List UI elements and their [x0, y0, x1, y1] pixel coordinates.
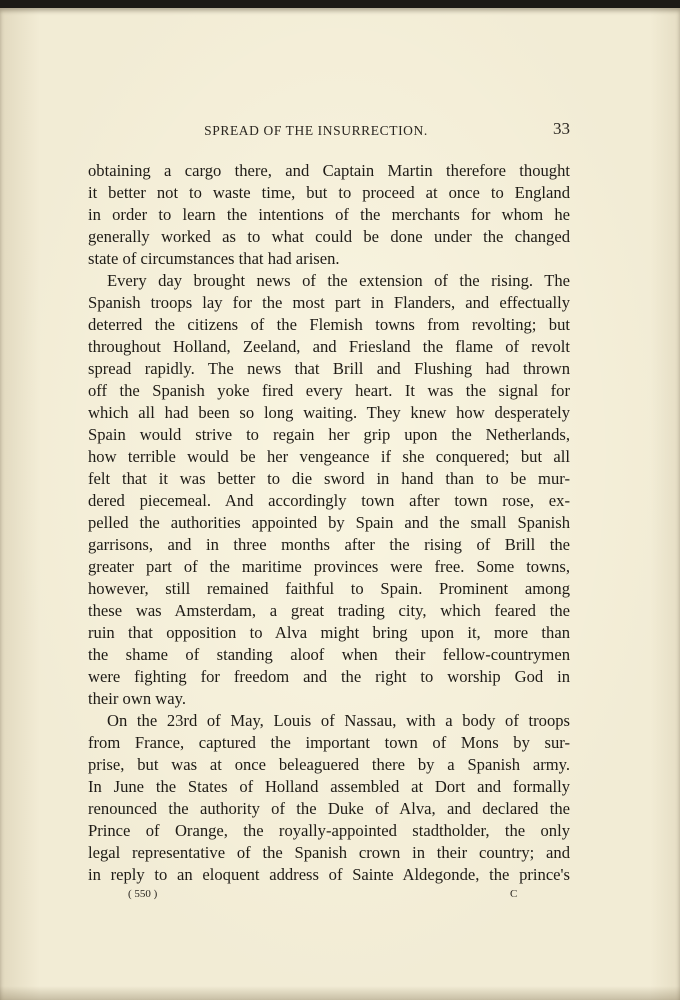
text-line: Every day brought news of the extension of the rising. The	[107, 271, 570, 290]
text-line: these was Amsterdam, a great trading city, which feared the	[88, 601, 570, 620]
text-line: garrisons, and in three months after the rising of Brill the	[88, 535, 570, 554]
text-line: Prince of Orange, the royally-appointed stadtholder, the only	[88, 821, 570, 840]
text-line: renounced the authority of the Duke of Alva, and declared the	[88, 799, 570, 818]
book-page	[0, 8, 680, 1000]
text-line: Spain would strive to regain her grip upon the Netherlands,	[88, 425, 570, 444]
page-footer	[88, 888, 570, 906]
text-line: were fighting for freedom and the right to worship God in	[88, 667, 570, 686]
text-line: in order to learn the intentions of the merchants for whom he	[88, 205, 570, 224]
text-line: spread rapidly. The news that Brill and Flushing had thrown	[88, 359, 570, 378]
text-line: it better not to waste time, but to proceed at once to England	[88, 183, 570, 202]
page-header	[88, 119, 570, 143]
running-head: SPREAD OF THE INSURRECTION.	[204, 123, 428, 138]
text-line: their own way.	[88, 689, 186, 708]
text-line: however, still remained faithful to Spain. Prominent among	[88, 579, 570, 598]
text-line: throughout Holland, Zeeland, and Friesland the flame of revolt	[88, 337, 570, 356]
text-line: which all had been so long waiting. They knew how desperately	[88, 403, 570, 422]
gathering-letter: C	[510, 888, 518, 900]
text-line: from France, captured the important town of Mons by sur-	[88, 733, 570, 752]
text-line: in reply to an eloquent address of Sainte Aldegonde, the prince's	[88, 865, 570, 884]
text-line: In June the States of Holland assembled at Dort and formally	[88, 777, 570, 796]
text-line: the shame of standing aloof when their fellow-countrymen	[88, 645, 570, 664]
text-line: dered piecemeal. And accordingly town after town rose, ex-	[88, 491, 570, 510]
paragraph	[88, 270, 570, 710]
text-line: greater part of the maritime provinces were free. Some towns,	[88, 557, 570, 576]
text-line: off the Spanish yoke fired every heart. It was the signal for	[88, 381, 570, 400]
text-line: deterred the citizens of the Flemish towns from revolting; but	[88, 315, 570, 334]
text-line: ruin that opposition to Alva might bring upon it, more than	[88, 623, 570, 642]
paragraph	[88, 710, 570, 886]
text-line: state of circumstances that had arisen.	[88, 249, 340, 268]
text-line: pelled the authorities appointed by Spain and the small Spanish	[88, 513, 570, 532]
text-line: how terrible would be her vengeance if she conquered; but all	[88, 447, 570, 466]
signature-mark: ( 550 )	[128, 888, 158, 900]
text-line: obtaining a cargo there, and Captain Martin therefore thought	[88, 161, 570, 180]
paragraph	[88, 160, 570, 270]
text-line: legal representative of the Spanish crown in their country; and	[88, 843, 570, 862]
text-line: felt that it was better to die sword in hand than to be mur-	[88, 469, 570, 488]
text-line: generally worked as to what could be done under the changed	[88, 227, 570, 246]
text-line: prise, but was at once beleaguered there by a Spanish army.	[88, 755, 570, 774]
page-edge-shadow	[0, 986, 680, 1000]
page-number: 33	[553, 119, 570, 138]
body-text	[88, 160, 570, 886]
text-line: On the 23rd of May, Louis of Nassau, with a body of troops	[107, 711, 570, 730]
text-line: Spanish troops lay for the most part in Flanders, and effectually	[88, 293, 570, 312]
